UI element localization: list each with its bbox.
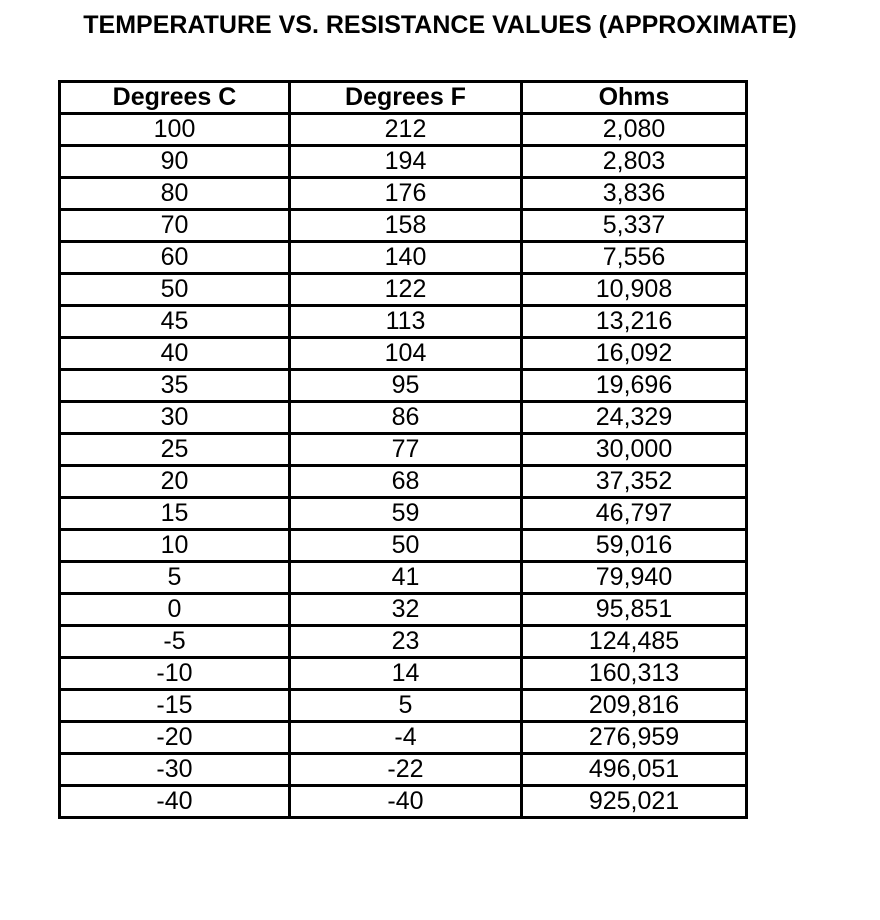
table-row [60,210,747,242]
table-header-row [60,82,747,114]
cell-ohms: 925,021 [522,786,747,818]
cell-degrees-f: 95 [290,370,522,402]
header-ohms: Ohms [522,82,747,114]
cell-degrees-f: 5 [290,690,522,722]
table-row [60,402,747,434]
cell-degrees-f: 212 [290,114,522,146]
table-row [60,626,747,658]
header-degrees-f: Degrees F [290,82,522,114]
table-row [60,722,747,754]
cell-ohms: 160,313 [522,658,747,690]
cell-degrees-f: 59 [290,498,522,530]
table-row [60,370,747,402]
cell-ohms: 37,352 [522,466,747,498]
cell-degrees-f: 158 [290,210,522,242]
resistance-table [58,80,748,819]
table-row [60,754,747,786]
cell-degrees-f: 77 [290,434,522,466]
cell-ohms: 16,092 [522,338,747,370]
cell-degrees-f: 41 [290,562,522,594]
cell-ohms: 7,556 [522,242,747,274]
cell-degrees-c: -5 [60,626,290,658]
table-row [60,146,747,178]
cell-degrees-c: 25 [60,434,290,466]
cell-ohms: 5,337 [522,210,747,242]
cell-degrees-c: 45 [60,306,290,338]
cell-degrees-c: 35 [60,370,290,402]
cell-ohms: 24,329 [522,402,747,434]
table-row [60,242,747,274]
cell-degrees-c: 80 [60,178,290,210]
table-row [60,594,747,626]
cell-degrees-c: 5 [60,562,290,594]
cell-degrees-c: 0 [60,594,290,626]
cell-ohms: 30,000 [522,434,747,466]
table-row [60,786,747,818]
table-row [60,434,747,466]
table-row [60,274,747,306]
cell-degrees-f: 104 [290,338,522,370]
cell-degrees-f: 23 [290,626,522,658]
cell-degrees-f: -4 [290,722,522,754]
cell-degrees-c: 40 [60,338,290,370]
cell-degrees-f: 113 [290,306,522,338]
cell-degrees-f: 194 [290,146,522,178]
cell-degrees-f: 86 [290,402,522,434]
cell-degrees-f: 122 [290,274,522,306]
cell-degrees-c: -20 [60,722,290,754]
cell-degrees-c: 30 [60,402,290,434]
cell-ohms: 13,216 [522,306,747,338]
cell-degrees-f: 14 [290,658,522,690]
cell-degrees-c: 60 [60,242,290,274]
cell-degrees-c: -30 [60,754,290,786]
cell-degrees-c: -10 [60,658,290,690]
cell-ohms: 95,851 [522,594,747,626]
cell-ohms: 10,908 [522,274,747,306]
cell-degrees-c: -40 [60,786,290,818]
table-row [60,658,747,690]
cell-degrees-c: 50 [60,274,290,306]
cell-degrees-f: 50 [290,530,522,562]
cell-degrees-c: 70 [60,210,290,242]
cell-ohms: 209,816 [522,690,747,722]
table-row [60,338,747,370]
cell-degrees-c: 100 [60,114,290,146]
cell-degrees-c: 20 [60,466,290,498]
cell-ohms: 19,696 [522,370,747,402]
cell-ohms: 276,959 [522,722,747,754]
cell-degrees-f: 176 [290,178,522,210]
cell-ohms: 2,080 [522,114,747,146]
cell-ohms: 124,485 [522,626,747,658]
table-row [60,690,747,722]
header-degrees-c: Degrees C [60,82,290,114]
cell-degrees-c: 90 [60,146,290,178]
page-title: TEMPERATURE VS. RESISTANCE VALUES (APPROXIMATE) [83,11,797,39]
cell-ohms: 3,836 [522,178,747,210]
table-row [60,562,747,594]
cell-degrees-f: 68 [290,466,522,498]
cell-ohms: 79,940 [522,562,747,594]
cell-ohms: 46,797 [522,498,747,530]
table-row [60,178,747,210]
cell-degrees-f: -40 [290,786,522,818]
cell-degrees-f: -22 [290,754,522,786]
table-row [60,114,747,146]
cell-degrees-f: 32 [290,594,522,626]
cell-degrees-c: -15 [60,690,290,722]
cell-ohms: 496,051 [522,754,747,786]
cell-ohms: 2,803 [522,146,747,178]
table-body [60,114,747,818]
table-row [60,466,747,498]
cell-degrees-f: 140 [290,242,522,274]
cell-degrees-c: 10 [60,530,290,562]
cell-ohms: 59,016 [522,530,747,562]
table-row [60,530,747,562]
table-row [60,306,747,338]
table-row [60,498,747,530]
cell-degrees-c: 15 [60,498,290,530]
